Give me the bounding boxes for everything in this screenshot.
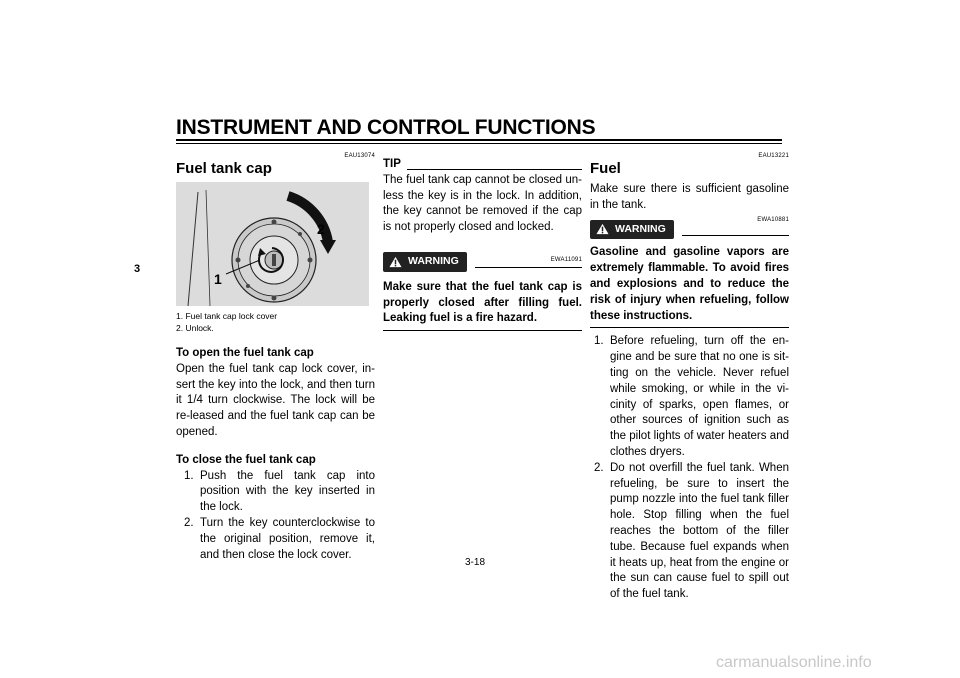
warning-text: Gasoline and gasoline vapors are extremely flammable. To avoid fires and explosions and to reduce the risk of injury when refueling, follow these instructions. [590, 246, 789, 322]
list-item: 2. Turn the key counterclockwise to the original position, remove it, and then close the lock cover. [184, 516, 375, 561]
section-code: EAU13074 [344, 153, 375, 159]
refuel-steps [590, 334, 789, 603]
tip-heading [383, 157, 582, 173]
watermark: carmanualsonline.info [716, 654, 872, 671]
section-code: EAU13221 [758, 153, 789, 159]
warning-triangle-icon [596, 223, 609, 235]
warning-rule [475, 267, 582, 268]
chapter-tab: 3 [134, 263, 141, 275]
column-fuel-tank-cap [176, 152, 375, 563]
tip-rule [407, 169, 582, 170]
warning-badge: WARNING [590, 220, 674, 240]
warning-text: Make sure that the fuel tank cap is properly closed after filling fuel. Leaking fuel is a fire hazard. [383, 280, 582, 325]
list-item: 1. Before refueling, turn off the en-gine and be sure that no one is sit-ting on the vehicle. Never refuel while smoking, or while in the vi-cinity of sparks, open flames, or other sources of ignition such as the pilot lights of water heaters and clothes dryers. [594, 335, 789, 458]
warning-code: EWA10881 [757, 216, 789, 223]
fuel-intro-text: Make sure there is sufficient gasoline in the tank. [590, 183, 789, 211]
fuel-tank-cap-illustration [176, 182, 369, 306]
warning-rule [682, 235, 789, 236]
callout-2: 2 [317, 221, 325, 237]
warning-end-rule [383, 330, 582, 331]
warning-code: EWA11091 [550, 256, 582, 263]
section-title: Fuel [590, 160, 621, 177]
page-header-title: INSTRUMENT AND CONTROL FUNCTIONS [176, 116, 596, 139]
close-cap-steps [176, 469, 375, 564]
column-fuel [590, 152, 789, 603]
figure-caption-1: 1. Fuel tank cap lock cover [176, 311, 278, 321]
open-cap-heading: To open the fuel tank cap [176, 347, 314, 359]
fuel-cap-drawing [176, 182, 369, 306]
tip-label: TIP [383, 158, 401, 170]
page-number: 3-18 [465, 557, 486, 568]
warning-triangle-icon [389, 256, 402, 268]
warning-end-rule [590, 327, 789, 328]
column-tip-warning [383, 152, 582, 331]
callout-1: 1 [214, 271, 222, 287]
warning-badge: WARNING [383, 252, 467, 272]
close-cap-heading: To close the fuel tank cap [176, 453, 316, 466]
figure-caption-2: 2. Unlock. [176, 323, 214, 333]
section-title: Fuel tank cap [176, 160, 272, 177]
header-rule [176, 139, 782, 141]
header-rule-thin [176, 143, 782, 144]
list-item: 1. Push the fuel tank cap into position with the key inserted in the lock. [184, 469, 375, 514]
tip-text: The fuel tank cap cannot be closed un-less the key is in the lock. In addition, the key cannot be removed if the cap is not properly closed and locked. [383, 173, 582, 234]
list-item: 2. Do not overfill the fuel tank. When refueling, be sure to insert the pump nozzle into the fuel tank filler hole. Stop filling when the fuel reaches the bottom of the filler tube. Because fuel expands when it heats up, heat from the engine or the sun can cause fuel to spill out of the fuel tank. [594, 461, 789, 601]
open-cap-text: Open the fuel tank cap lock cover, in-sert the key into the lock, and then turn it 1/4 turn clockwise. The lock will be re-leased and the fuel tank cap can be opened. [176, 362, 375, 438]
